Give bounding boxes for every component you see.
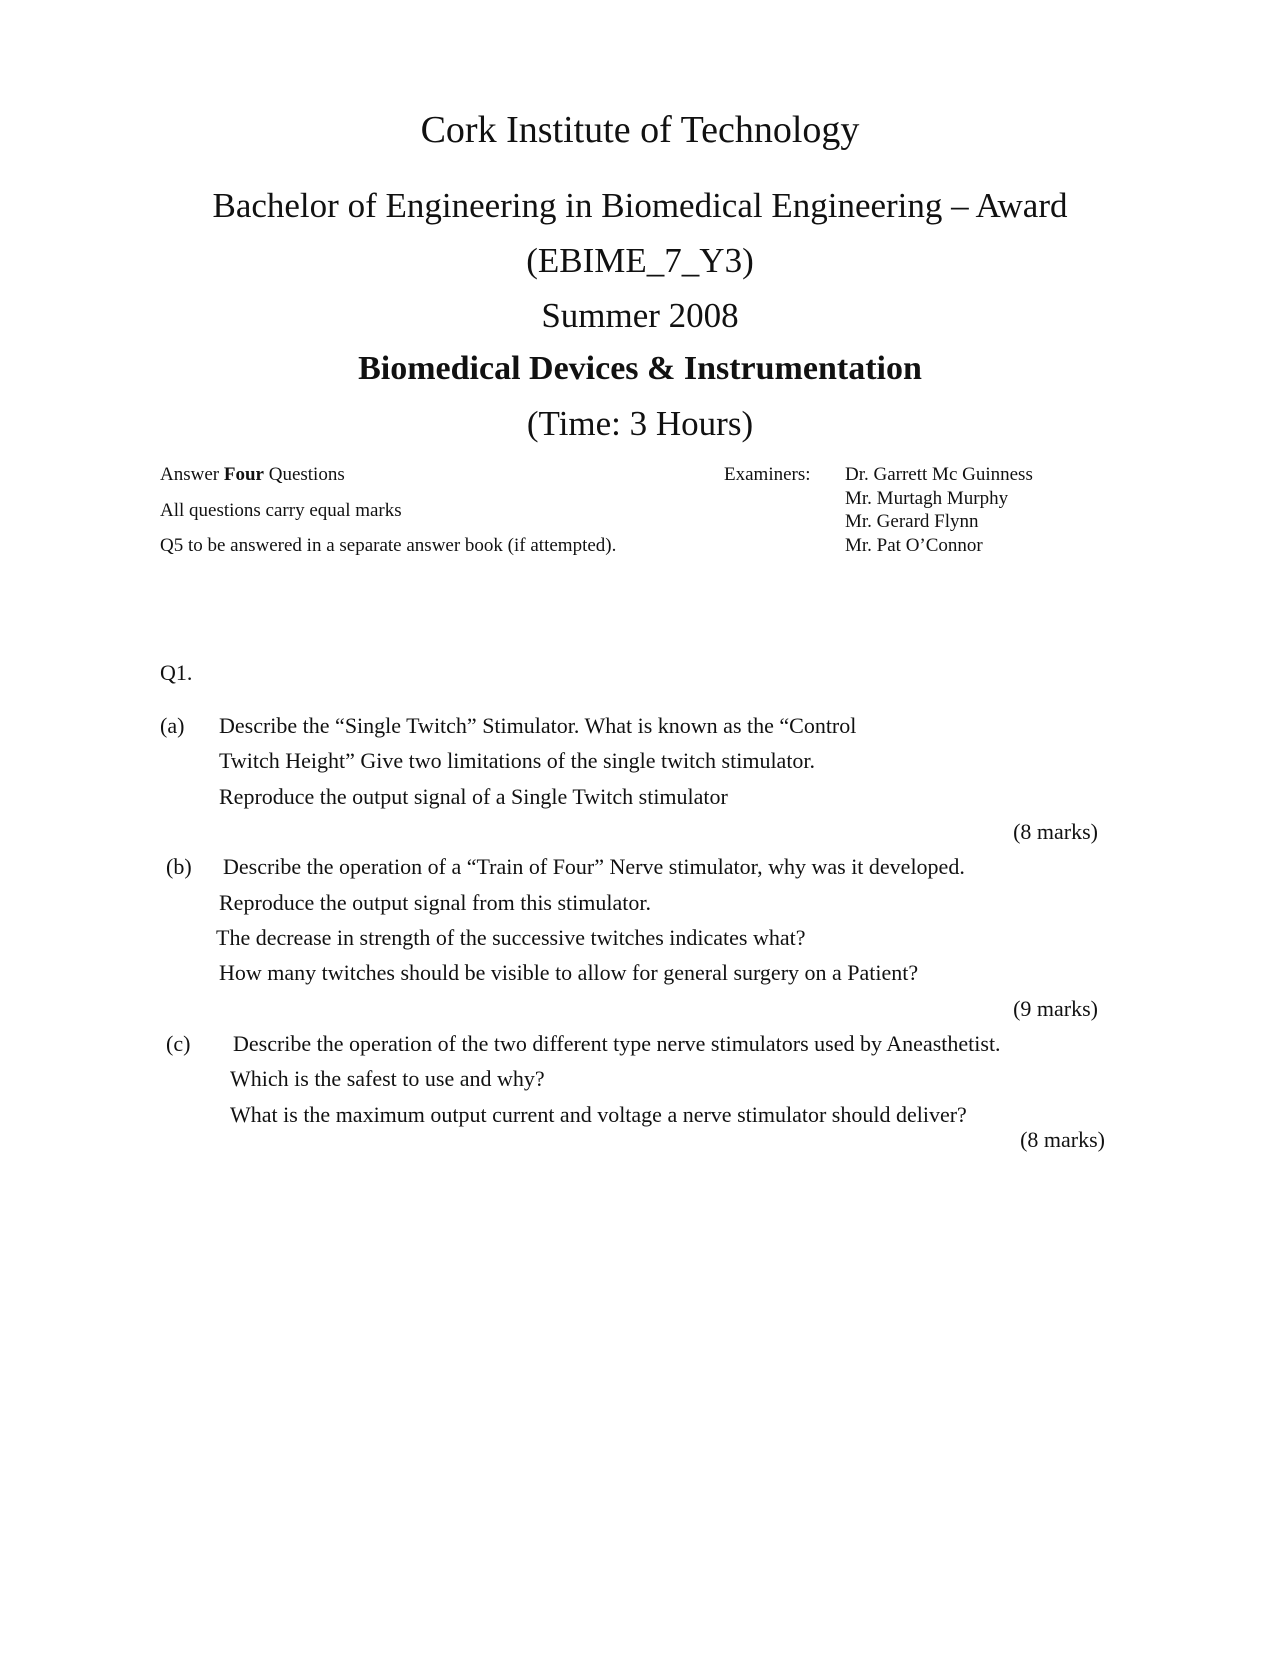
part-a-marks: (8 marks) [1013, 819, 1098, 844]
examiner-name: Dr. Garrett Mc Guinness [845, 464, 1033, 485]
part-b-line: How many twitches should be visible to allow for general surgery on a Patient? [219, 960, 919, 985]
part-c-line: Which is the safest to use and why? [230, 1066, 545, 1091]
part-a-line: Describe the “Single Twitch” Stimulator. What is known as the “Control [219, 713, 857, 738]
programme-code: (EBIME_7_Y3) [526, 241, 754, 280]
subject-title: Biomedical Devices & Instrumentation [358, 350, 922, 387]
answer-prefix: Answer [160, 464, 224, 485]
answer-count: Four [223, 464, 264, 485]
equal-marks-note: All questions carry equal marks [160, 500, 402, 521]
part-c-marks: (8 marks) [1020, 1127, 1105, 1152]
examiner-name: Mr. Gerard Flynn [845, 511, 979, 532]
programme-title: Bachelor of Engineering in Biomedical Engineering – Award [212, 186, 1068, 225]
institution-title: Cork Institute of Technology [420, 109, 860, 151]
part-a-line: Reproduce the output signal of a Single Twitch stimulator [219, 784, 728, 809]
examiner-name: Mr. Murtagh Murphy [845, 488, 1009, 509]
part-b-line: Describe the operation of a “Train of Four” Nerve stimulator, why was it developed. [223, 854, 965, 879]
part-b-line: The decrease in strength of the successive twitches indicates what? [216, 925, 806, 950]
answer-suffix: Questions [263, 464, 345, 485]
examiners-label: Examiners: [724, 464, 811, 485]
examiner-name: Mr. Pat O’Connor [845, 535, 983, 556]
part-c-line: What is the maximum output current and voltage a nerve stimulator should deliver? [230, 1102, 967, 1127]
question-number: Q1. [160, 660, 193, 685]
part-b-marks: (9 marks) [1013, 996, 1098, 1021]
part-b-line: Reproduce the output signal from this stimulator. [219, 890, 651, 915]
part-label-b: (b) [166, 854, 192, 879]
answer-instruction [160, 464, 345, 486]
exam-term: Summer 2008 [541, 296, 739, 335]
part-c-line: Describe the operation of the two different type nerve stimulators used by Aneasthetist. [233, 1031, 1001, 1056]
part-label-a: (a) [160, 713, 185, 738]
part-label-c: (c) [166, 1031, 191, 1056]
exam-duration: (Time: 3 Hours) [526, 404, 754, 443]
part-a-line: Twitch Height” Give two limitations of the single twitch stimulator. [219, 748, 816, 773]
q5-note: Q5 to be answered in a separate answer book (if attempted). [160, 535, 617, 556]
